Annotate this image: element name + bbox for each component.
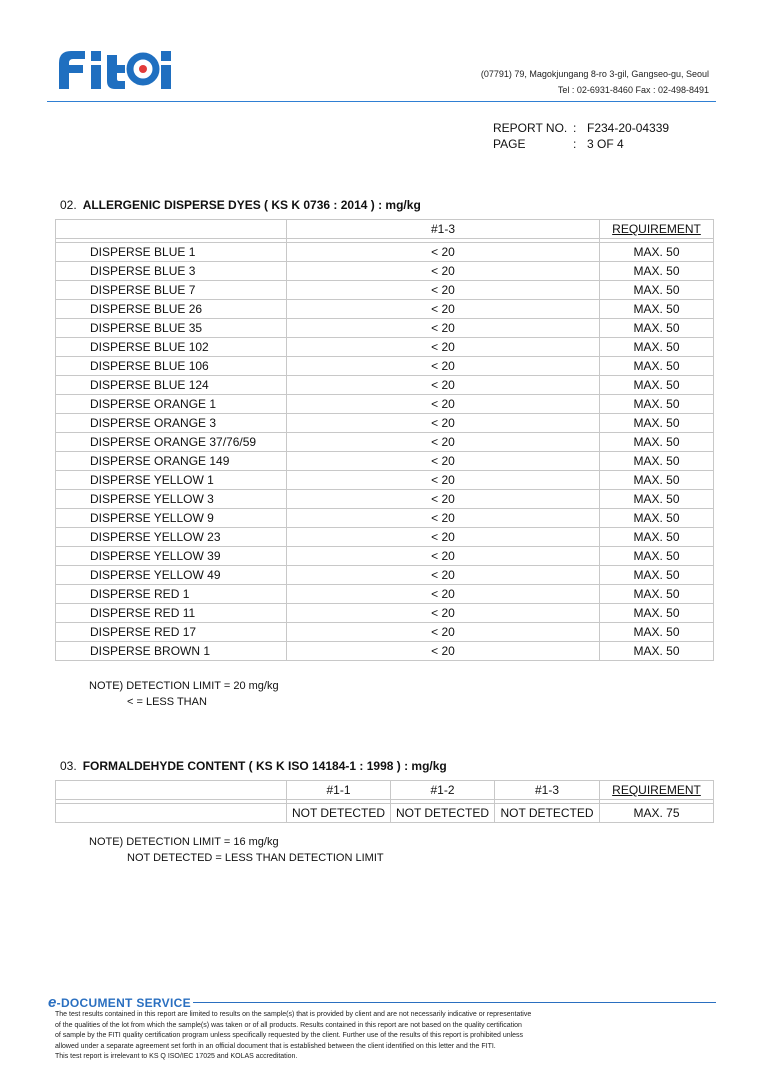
contact-line: Tel : 02-6931-8460 Fax : 02-498-8491 — [557, 85, 709, 95]
result-cell: < 20 — [287, 433, 600, 452]
section-02-note — [89, 678, 279, 710]
result-cell: < 20 — [287, 376, 600, 395]
sample-column-header: #1-2 — [391, 781, 495, 800]
footer-divider — [193, 1002, 716, 1003]
dye-name-cell: DISPERSE ORANGE 149 — [56, 452, 287, 471]
dye-name-cell: DISPERSE BLUE 7 — [56, 281, 287, 300]
requirement-cell: MAX. 50 — [600, 281, 714, 300]
result-cell: < 20 — [287, 642, 600, 661]
table-row — [56, 319, 714, 338]
disclaimer-text — [55, 1010, 615, 1063]
table-row — [56, 804, 714, 823]
page-label: PAGE — [493, 137, 526, 151]
section-03-title — [60, 759, 447, 773]
result-cell: < 20 — [287, 338, 600, 357]
company-address — [481, 66, 709, 98]
result-cell: < 20 — [287, 300, 600, 319]
table-row — [56, 566, 714, 585]
result-cell: < 20 — [287, 490, 600, 509]
dye-name-cell: DISPERSE BLUE 26 — [56, 300, 287, 319]
requirement-cell: MAX. 50 — [600, 433, 714, 452]
result-cell: < 20 — [287, 623, 600, 642]
requirement-cell: MAX. 50 — [600, 604, 714, 623]
sample-column-header: #1-3 — [495, 781, 600, 800]
requirement-cell: MAX. 50 — [600, 319, 714, 338]
table-row — [56, 471, 714, 490]
dye-name-cell: DISPERSE YELLOW 23 — [56, 528, 287, 547]
result-cell: NOT DETECTED — [391, 804, 495, 823]
dye-name-cell: DISPERSE BLUE 1 — [56, 243, 287, 262]
result-cell: < 20 — [287, 414, 600, 433]
service-label: -DOCUMENT SERVICE — [56, 996, 191, 1010]
table-row — [56, 623, 714, 642]
result-cell: < 20 — [287, 528, 600, 547]
dye-name-cell: DISPERSE YELLOW 3 — [56, 490, 287, 509]
requirement-cell: MAX. 50 — [600, 395, 714, 414]
section-02-title — [60, 198, 421, 212]
result-cell: NOT DETECTED — [287, 804, 391, 823]
note-line: NOT DETECTED = LESS THAN DETECTION LIMIT — [127, 852, 384, 864]
dye-name-cell: DISPERSE BLUE 35 — [56, 319, 287, 338]
requirement-cell: MAX. 50 — [600, 585, 714, 604]
result-cell: < 20 — [287, 547, 600, 566]
dye-name-cell: DISPERSE ORANGE 1 — [56, 395, 287, 414]
table-header-row — [56, 781, 714, 800]
section-03-note — [89, 834, 384, 866]
dye-name-cell: DISPERSE RED 1 — [56, 585, 287, 604]
requirement-cell: MAX. 50 — [600, 300, 714, 319]
note-line: NOTE) DETECTION LIMIT = 16 mg/kg — [89, 836, 279, 848]
table-row — [56, 281, 714, 300]
section-number: 02. — [60, 198, 77, 212]
note-line: NOTE) DETECTION LIMIT = 20 mg/kg — [89, 680, 279, 692]
result-cell: < 20 — [287, 262, 600, 281]
dye-name-cell: DISPERSE ORANGE 37/76/59 — [56, 433, 287, 452]
requirement-cell: MAX. 50 — [600, 376, 714, 395]
requirement-cell: MAX. 50 — [600, 243, 714, 262]
requirement-cell: MAX. 75 — [600, 804, 714, 823]
result-cell: NOT DETECTED — [495, 804, 600, 823]
result-cell: < 20 — [287, 471, 600, 490]
dye-name-cell: DISPERSE YELLOW 39 — [56, 547, 287, 566]
table-row — [56, 585, 714, 604]
report-no-label: REPORT NO. — [493, 121, 568, 135]
result-cell: < 20 — [287, 509, 600, 528]
table-row — [56, 509, 714, 528]
requirement-column-header: REQUIREMENT — [600, 781, 714, 800]
disclaimer-line: The test results contained in this report are limited to results on the sample(s) that is provided by client and are not necessarily indicative or representative — [55, 1011, 532, 1018]
disclaimer-line: This test report is irrelevant to KS Q ISO/IEC 17025 and KOLAS accreditation. — [55, 1053, 298, 1060]
result-cell: < 20 — [287, 319, 600, 338]
table-row — [56, 433, 714, 452]
dye-name-cell: DISPERSE YELLOW 49 — [56, 566, 287, 585]
dye-name-cell: DISPERSE YELLOW 9 — [56, 509, 287, 528]
requirement-cell: MAX. 50 — [600, 528, 714, 547]
table-row — [56, 376, 714, 395]
requirement-cell: MAX. 50 — [600, 471, 714, 490]
page-value: 3 OF 4 — [587, 137, 624, 151]
table-row — [56, 395, 714, 414]
table-row — [56, 642, 714, 661]
requirement-cell: MAX. 50 — [600, 623, 714, 642]
dye-name-cell: DISPERSE ORANGE 3 — [56, 414, 287, 433]
result-cell: < 20 — [287, 566, 600, 585]
report-meta: REPORT NO. : F234-20-04339 PAGE : 3 OF 4 — [493, 121, 670, 151]
dye-name-cell: DISPERSE RED 17 — [56, 623, 287, 642]
result-cell: < 20 — [287, 452, 600, 471]
section-title-text: FORMALDEHYDE CONTENT ( KS K ISO 14184-1 : 1998 ) : mg/kg — [82, 759, 447, 773]
disclaimer-line: allowed under a separate agreement set forth in an official document that is established between the client identified on this letter and the FITI. — [55, 1042, 496, 1050]
requirement-cell: MAX. 50 — [600, 566, 714, 585]
dye-name-cell: DISPERSE BLUE 124 — [56, 376, 287, 395]
requirement-cell: MAX. 50 — [600, 414, 714, 433]
section-title-text: ALLERGENIC DISPERSE DYES ( KS K 0736 : 2014 ) : mg/kg — [82, 198, 421, 212]
dye-name-cell: DISPERSE BROWN 1 — [56, 642, 287, 661]
sample-column-header: #1-1 — [287, 781, 391, 800]
result-cell: < 20 — [287, 604, 600, 623]
table-row — [56, 414, 714, 433]
disclaimer-line: of sample by the FITI quality certification program unless specifically requested by the client. Further use of the results of this report is prohibited unless — [55, 1032, 524, 1039]
formaldehyde-table — [55, 780, 714, 823]
result-cell: < 20 — [287, 585, 600, 604]
table-row — [56, 300, 714, 319]
requirement-cell: MAX. 50 — [600, 338, 714, 357]
dye-name-cell: DISPERSE BLUE 3 — [56, 262, 287, 281]
table-row — [56, 452, 714, 471]
service-prefix: e — [48, 994, 57, 1011]
table-row — [56, 357, 714, 376]
requirement-cell: MAX. 50 — [600, 452, 714, 471]
dye-name-cell: DISPERSE RED 11 — [56, 604, 287, 623]
section-number: 03. — [60, 759, 77, 773]
requirement-cell: MAX. 50 — [600, 262, 714, 281]
table-row — [56, 262, 714, 281]
disclaimer-line: of the qualities of the lot from which the sample(s) was taken or of all products. Results contained in this report are not based on the quality certification — [55, 1021, 522, 1029]
table-row — [56, 604, 714, 623]
allergenic-dyes-table — [55, 219, 714, 661]
table-row — [56, 243, 714, 262]
dye-name-cell: DISPERSE BLUE 106 — [56, 357, 287, 376]
sample-column-header: #1-3 — [287, 220, 600, 239]
fiti-logo — [55, 45, 175, 91]
requirement-cell: MAX. 50 — [600, 357, 714, 376]
table-header-row — [56, 220, 714, 239]
requirement-column-header: REQUIREMENT — [600, 220, 714, 239]
table-row — [56, 547, 714, 566]
e-document-service-label — [48, 994, 191, 1011]
result-cell: < 20 — [287, 357, 600, 376]
dye-rows — [56, 243, 714, 661]
note-line: < = LESS THAN — [127, 696, 207, 708]
table-row — [56, 528, 714, 547]
address-line: (07791) 79, Magokjungang 8-ro 3-gil, Gangseo-gu, Seoul — [480, 69, 709, 79]
table-row — [56, 490, 714, 509]
result-cell: < 20 — [287, 395, 600, 414]
result-cell: < 20 — [287, 281, 600, 300]
header-divider — [47, 101, 716, 102]
requirement-cell: MAX. 50 — [600, 509, 714, 528]
result-cell: < 20 — [287, 243, 600, 262]
dye-name-cell: DISPERSE BLUE 102 — [56, 338, 287, 357]
requirement-cell: MAX. 50 — [600, 490, 714, 509]
table-row — [56, 338, 714, 357]
report-no-value: F234-20-04339 — [587, 121, 670, 135]
requirement-cell: MAX. 50 — [600, 642, 714, 661]
dye-name-cell: DISPERSE YELLOW 1 — [56, 471, 287, 490]
requirement-cell: MAX. 50 — [600, 547, 714, 566]
